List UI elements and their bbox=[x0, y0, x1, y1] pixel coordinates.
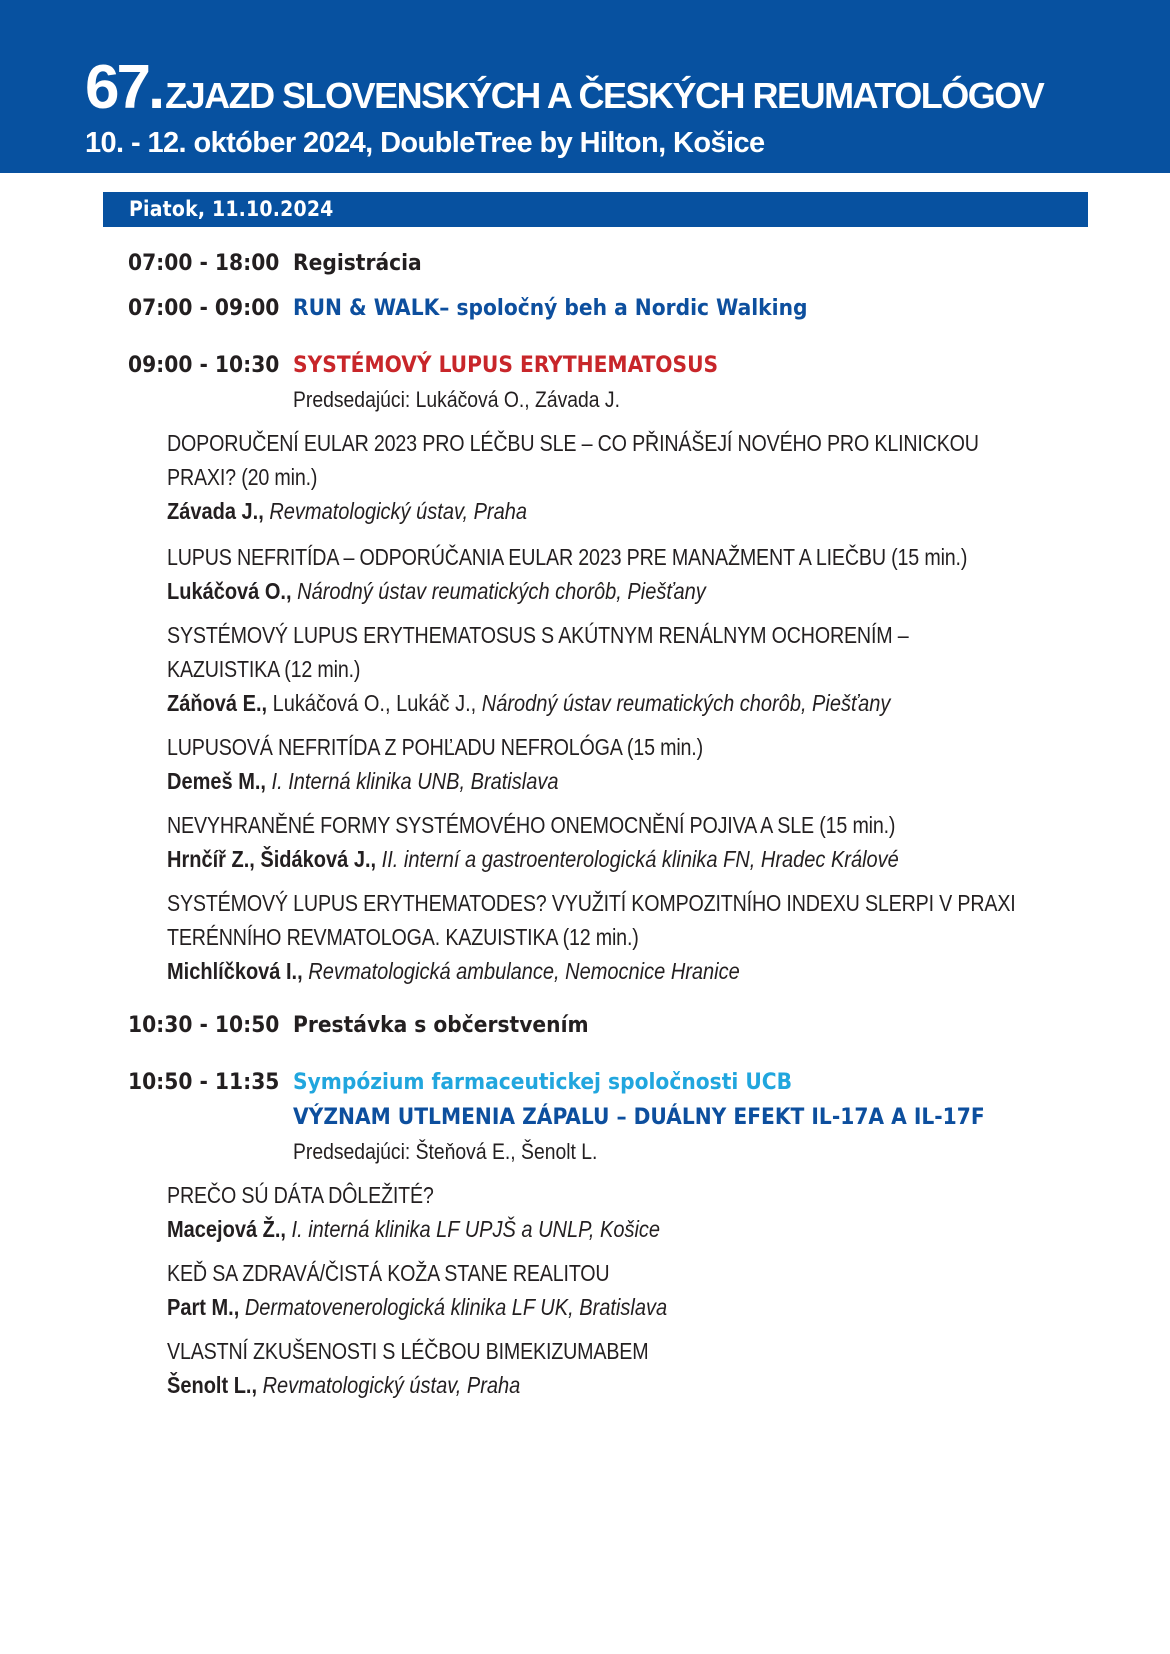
talk-authors bbox=[167, 1294, 667, 1321]
talk-authors bbox=[167, 1216, 660, 1243]
session-chairs: Predsedajúci: Šteňová E., Šenolt L. bbox=[293, 1139, 598, 1164]
talk-title: SYSTÉMOVÝ LUPUS ERYTHEMATODES? VYUŽITÍ KOMPOZITNÍHO INDEXU SLERPI V PRAXI bbox=[167, 890, 1016, 916]
author-names: Part M., bbox=[167, 1294, 240, 1320]
talk-title: VLASTNÍ ZKUŠENOSTI S LÉČBOU BIMEKIZUMABEM bbox=[167, 1338, 649, 1364]
talk-title: KAZUISTIKA (12 min.) bbox=[167, 656, 361, 682]
talk-title: TERÉNNÍHO REVMATOLOGA. KAZUISTIKA (12 min.) bbox=[167, 924, 639, 950]
talk-authors bbox=[167, 578, 706, 605]
day-label: Piatok, 11.10.2024 bbox=[129, 197, 334, 221]
session-time: 10:50 - 11:35 bbox=[128, 1069, 280, 1095]
conference-title bbox=[85, 52, 1043, 123]
conference-name: ZJAZD SLOVENSKÝCH A ČESKÝCH REUMATOLÓGOV bbox=[165, 75, 1044, 116]
talk-title: KEĎ SA ZDRAVÁ/ČISTÁ KOŽA STANE REALITOU bbox=[167, 1260, 610, 1286]
talk-authors bbox=[167, 498, 527, 525]
author-affiliation: I. Interná klinika UNB, Bratislava bbox=[271, 768, 559, 794]
author-affiliation: Dermatovenerologická klinika LF UK, Bratislava bbox=[244, 1294, 668, 1320]
talk-title: LUPUS NEFRITÍDA – ODPORÚČANIA EULAR 2023 PRE MANAŽMENT A LIEČBU (15 min.) bbox=[167, 544, 968, 570]
author-affiliation: II. interní a gastroenterologická klinika FN, Hradec Králové bbox=[381, 846, 899, 872]
session-title: RUN & WALK– spoločný beh a Nordic Walking bbox=[293, 295, 808, 321]
talk-title: PRAXI? (20 min.) bbox=[167, 464, 318, 490]
talk-title: LUPUSOVÁ NEFRITÍDA Z POHĽADU NEFROLÓGA (15 min.) bbox=[167, 734, 703, 760]
talk-authors bbox=[167, 958, 740, 985]
author-names: Macejová Ž., bbox=[167, 1216, 286, 1242]
conference-dates-venue: 10. - 12. október 2024, DoubleTree by Hilton, Košice bbox=[85, 127, 765, 159]
talk-title: SYSTÉMOVÝ LUPUS ERYTHEMATOSUS S AKÚTNYM RENÁLNYM OCHORENÍM – bbox=[167, 622, 909, 648]
session-time: 10:30 - 10:50 bbox=[128, 1012, 280, 1038]
session-title: Registrácia bbox=[293, 250, 422, 276]
session-time: 07:00 - 09:00 bbox=[128, 295, 280, 321]
author-names: Hrnčíř Z., Šidáková J., bbox=[167, 846, 377, 872]
talk-authors bbox=[167, 768, 558, 795]
author-affiliation: Národný ústav reumatických chorôb, Piešťany bbox=[297, 578, 706, 604]
talk-authors bbox=[167, 690, 890, 717]
session-time: 07:00 - 18:00 bbox=[128, 250, 280, 276]
talk-authors bbox=[167, 846, 899, 873]
author-names: Záňová E., bbox=[167, 690, 268, 716]
author-affiliation: Revmatologický ústav, Praha bbox=[269, 498, 527, 524]
author-names: Šenolt L., bbox=[167, 1372, 258, 1398]
author-affiliation: Národný ústav reumatických chorôb, Piešťany bbox=[481, 690, 891, 716]
author-names: Závada J., bbox=[167, 498, 264, 524]
author-affiliation: Revmatologická ambulance, Nemocnice Hranice bbox=[308, 958, 740, 984]
talk-title: DOPORUČENÍ EULAR 2023 PRO LÉČBU SLE – CO PŘINÁŠEJÍ NOVÉHO PRO KLINICKOU bbox=[167, 430, 979, 456]
session-chairs: Predsedajúci: Lukáčová O., Závada J. bbox=[293, 387, 620, 412]
session-title: SYSTÉMOVÝ LUPUS ERYTHEMATOSUS bbox=[293, 352, 719, 378]
author-names: Lukáčová O., bbox=[167, 578, 292, 604]
symposium-subtitle: VÝZNAM UTLMENIA ZÁPALU – DUÁLNY EFEKT IL-17A A IL-17F bbox=[293, 1104, 985, 1130]
talk-authors bbox=[167, 1372, 520, 1399]
author-affiliation: Revmatologický ústav, Praha bbox=[262, 1372, 521, 1398]
session-title: Prestávka s občerstvením bbox=[293, 1012, 589, 1038]
page-header bbox=[0, 0, 1170, 173]
day-banner bbox=[103, 192, 1088, 227]
author-names: Michlíčková I., bbox=[167, 958, 303, 984]
talk-title: PREČO SÚ DÁTA DÔLEŽITÉ? bbox=[167, 1182, 434, 1208]
author-names: Demeš M., bbox=[167, 768, 266, 794]
co-authors: Lukáčová O., Lukáč J., bbox=[272, 690, 477, 716]
edition-number: 67. bbox=[85, 53, 163, 122]
author-affiliation: I. interná klinika LF UPJŠ a UNLP, Košice bbox=[291, 1216, 661, 1242]
talk-title: NEVYHRANĚNÉ FORMY SYSTÉMOVÉHO ONEMOCNĚNÍ POJIVA A SLE (15 min.) bbox=[167, 812, 896, 838]
symposium-title: Sympózium farmaceutickej spoločnosti UCB bbox=[293, 1069, 793, 1095]
session-time: 09:00 - 10:30 bbox=[128, 352, 280, 378]
